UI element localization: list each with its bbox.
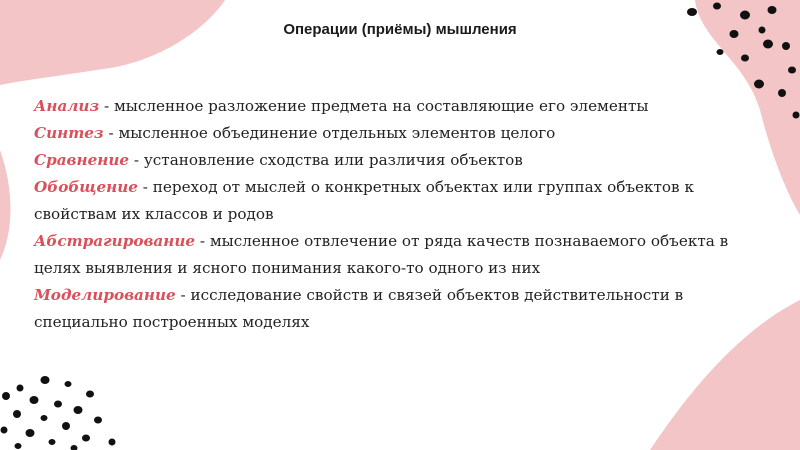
definition-text: исследование свойств и связей объектов действительности в специально построенных моделях [34,286,684,331]
term-generalization: Обобщение [34,178,138,196]
definition-text: переход от мыслей о конкретных объектах или группах объектов к свойствам их классов и родов [34,178,694,223]
definition-item [34,120,774,147]
term-abstraction: Абстрагирование [34,232,196,250]
definition-text: установление сходства или различия объектов [143,151,523,169]
definition-item [34,282,774,336]
slide-title: Операции (приёмы) мышления [283,21,517,38]
term-modeling: Моделирование [34,286,176,304]
separator: - [99,97,114,115]
definition-item [34,93,774,120]
definition-item [34,174,774,228]
definition-text: мысленное разложение предмета на составляющие его элементы [113,97,649,115]
definition-text: мысленное объединение отдельных элементов целого [118,124,556,142]
separator: - [175,286,191,304]
dots-bottom-left [1,376,116,450]
definition-item [34,147,774,174]
pink-shape-top-left [0,0,225,85]
separator: - [137,178,153,196]
definitions-list [34,93,774,336]
definition-text: мысленное отвлечение от ряда качеств познаваемого объекта в целях выявления и ясного понимания какого-то одного из них [34,232,729,277]
term-synthesis: Синтез [34,124,104,142]
pink-shape-left-edge [0,150,11,260]
separator: - [195,232,210,250]
definition-item [34,228,774,282]
separator: - [129,151,144,169]
term-analysis: Анализ [34,97,100,115]
term-comparison: Сравнение [34,151,130,169]
separator: - [103,124,119,142]
